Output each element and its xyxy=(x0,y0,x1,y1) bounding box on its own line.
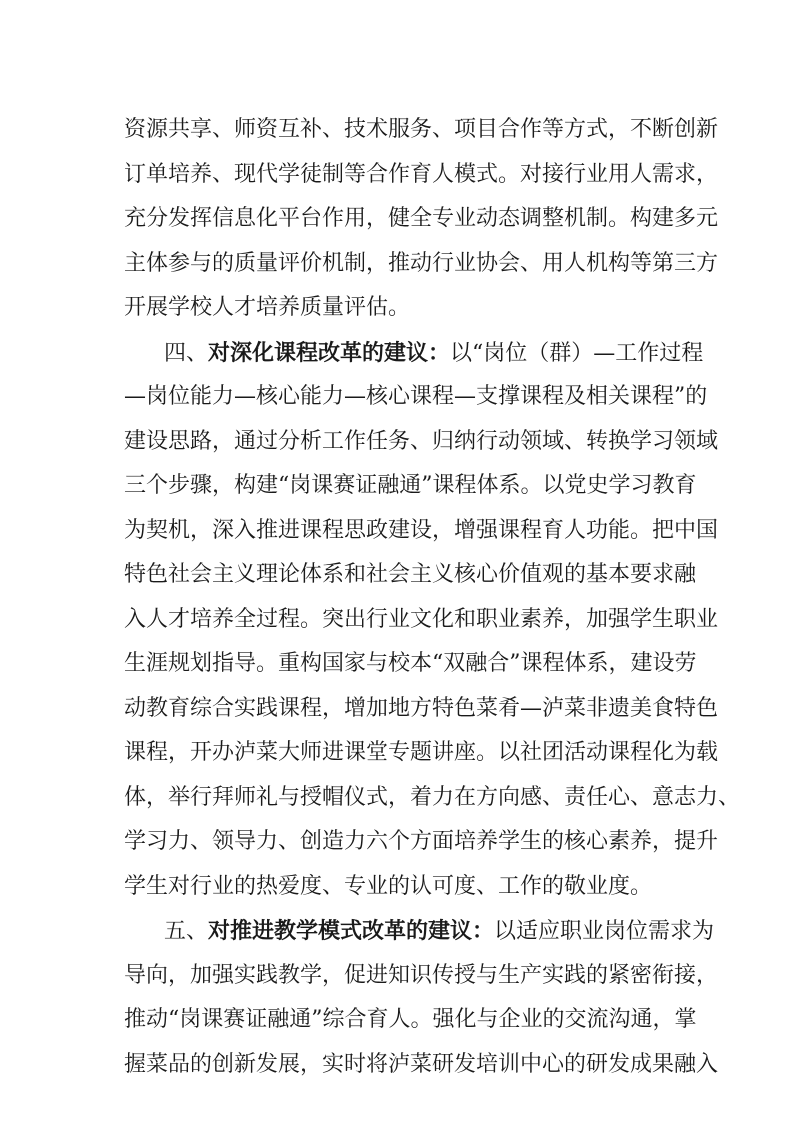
text-span: 以适应职业岗位需求为 xyxy=(494,919,715,944)
text-line: 学生对行业的热爱度、专业的认可度、工作的敬业度。 xyxy=(124,874,653,899)
text-line: 握菜品的创新发展，实时将泸菜研发培训中心的研发成果融入 xyxy=(124,1052,719,1077)
text-line: 体，举行拜师礼与授帽仪式，着力在方向感、责任心、意志力、 xyxy=(124,785,741,810)
text-line: —岗位能力—核心能力—核心课程—支撑课程及相关课程”的 xyxy=(124,384,708,409)
section-number: 五、 xyxy=(164,919,209,944)
section-heading: 对推进教学模式改革的建议： xyxy=(208,918,495,944)
text-line: 建设思路，通过分析工作任务、归纳行动领域、转换学习领域 xyxy=(124,429,719,454)
text-line: 为契机，深入推进课程思政建设，增强课程育人功能。把中国 xyxy=(124,518,719,543)
section-number: 四、 xyxy=(164,341,209,366)
section-heading: 对深化课程改革的建议： xyxy=(208,340,451,366)
text-line: 入人才培养全过程。突出行业文化和职业素养，加强学生职业 xyxy=(124,607,719,632)
text-line: 导向，加强实践教学，促进知识传授与生产实践的紧密衔接， xyxy=(124,963,719,988)
text-line: 三个步骤，构建“岗课赛证融通”课程体系。以党史学习教育 xyxy=(124,473,697,498)
text-line: 主体参与的质量评价机制，推动行业协会、用人机构等第三方 xyxy=(124,251,719,276)
text-line: 充分发挥信息化平台作用，健全专业动态调整机制。构建多元 xyxy=(124,206,719,231)
text-line: 订单培养、现代学徒制等合作育人模式。对接行业用人需求， xyxy=(124,162,719,187)
paragraph-first-line xyxy=(164,333,704,373)
paragraph-first-line xyxy=(164,911,715,951)
text-line: 特色社会主义理论体系和社会主义核心价值观的基本要求融 xyxy=(124,562,697,587)
text-line: 学习力、领导力、创造力六个方面培养学生的核心素养，提升 xyxy=(124,829,719,854)
text-line: 资源共享、师资互补、技术服务、项目合作等方式，不断创新 xyxy=(124,117,719,142)
text-span: 以“岗位（群）—工作过程 xyxy=(450,341,704,366)
text-line: 推动“岗课赛证融通”综合育人。强化与企业的交流沟通，掌 xyxy=(124,1007,697,1032)
text-line: 课程，开办泸菜大师进课堂专题讲座。以社团活动课程化为载 xyxy=(124,740,719,765)
text-line: 生涯规划指导。重构国家与校本“双融合”课程体系，建设劳 xyxy=(124,651,697,676)
text-line: 动教育综合实践课程，增加地方特色菜肴—泸菜非遗美食特色 xyxy=(124,696,719,721)
text-line: 开展学校人才培养质量评估。 xyxy=(124,295,411,320)
